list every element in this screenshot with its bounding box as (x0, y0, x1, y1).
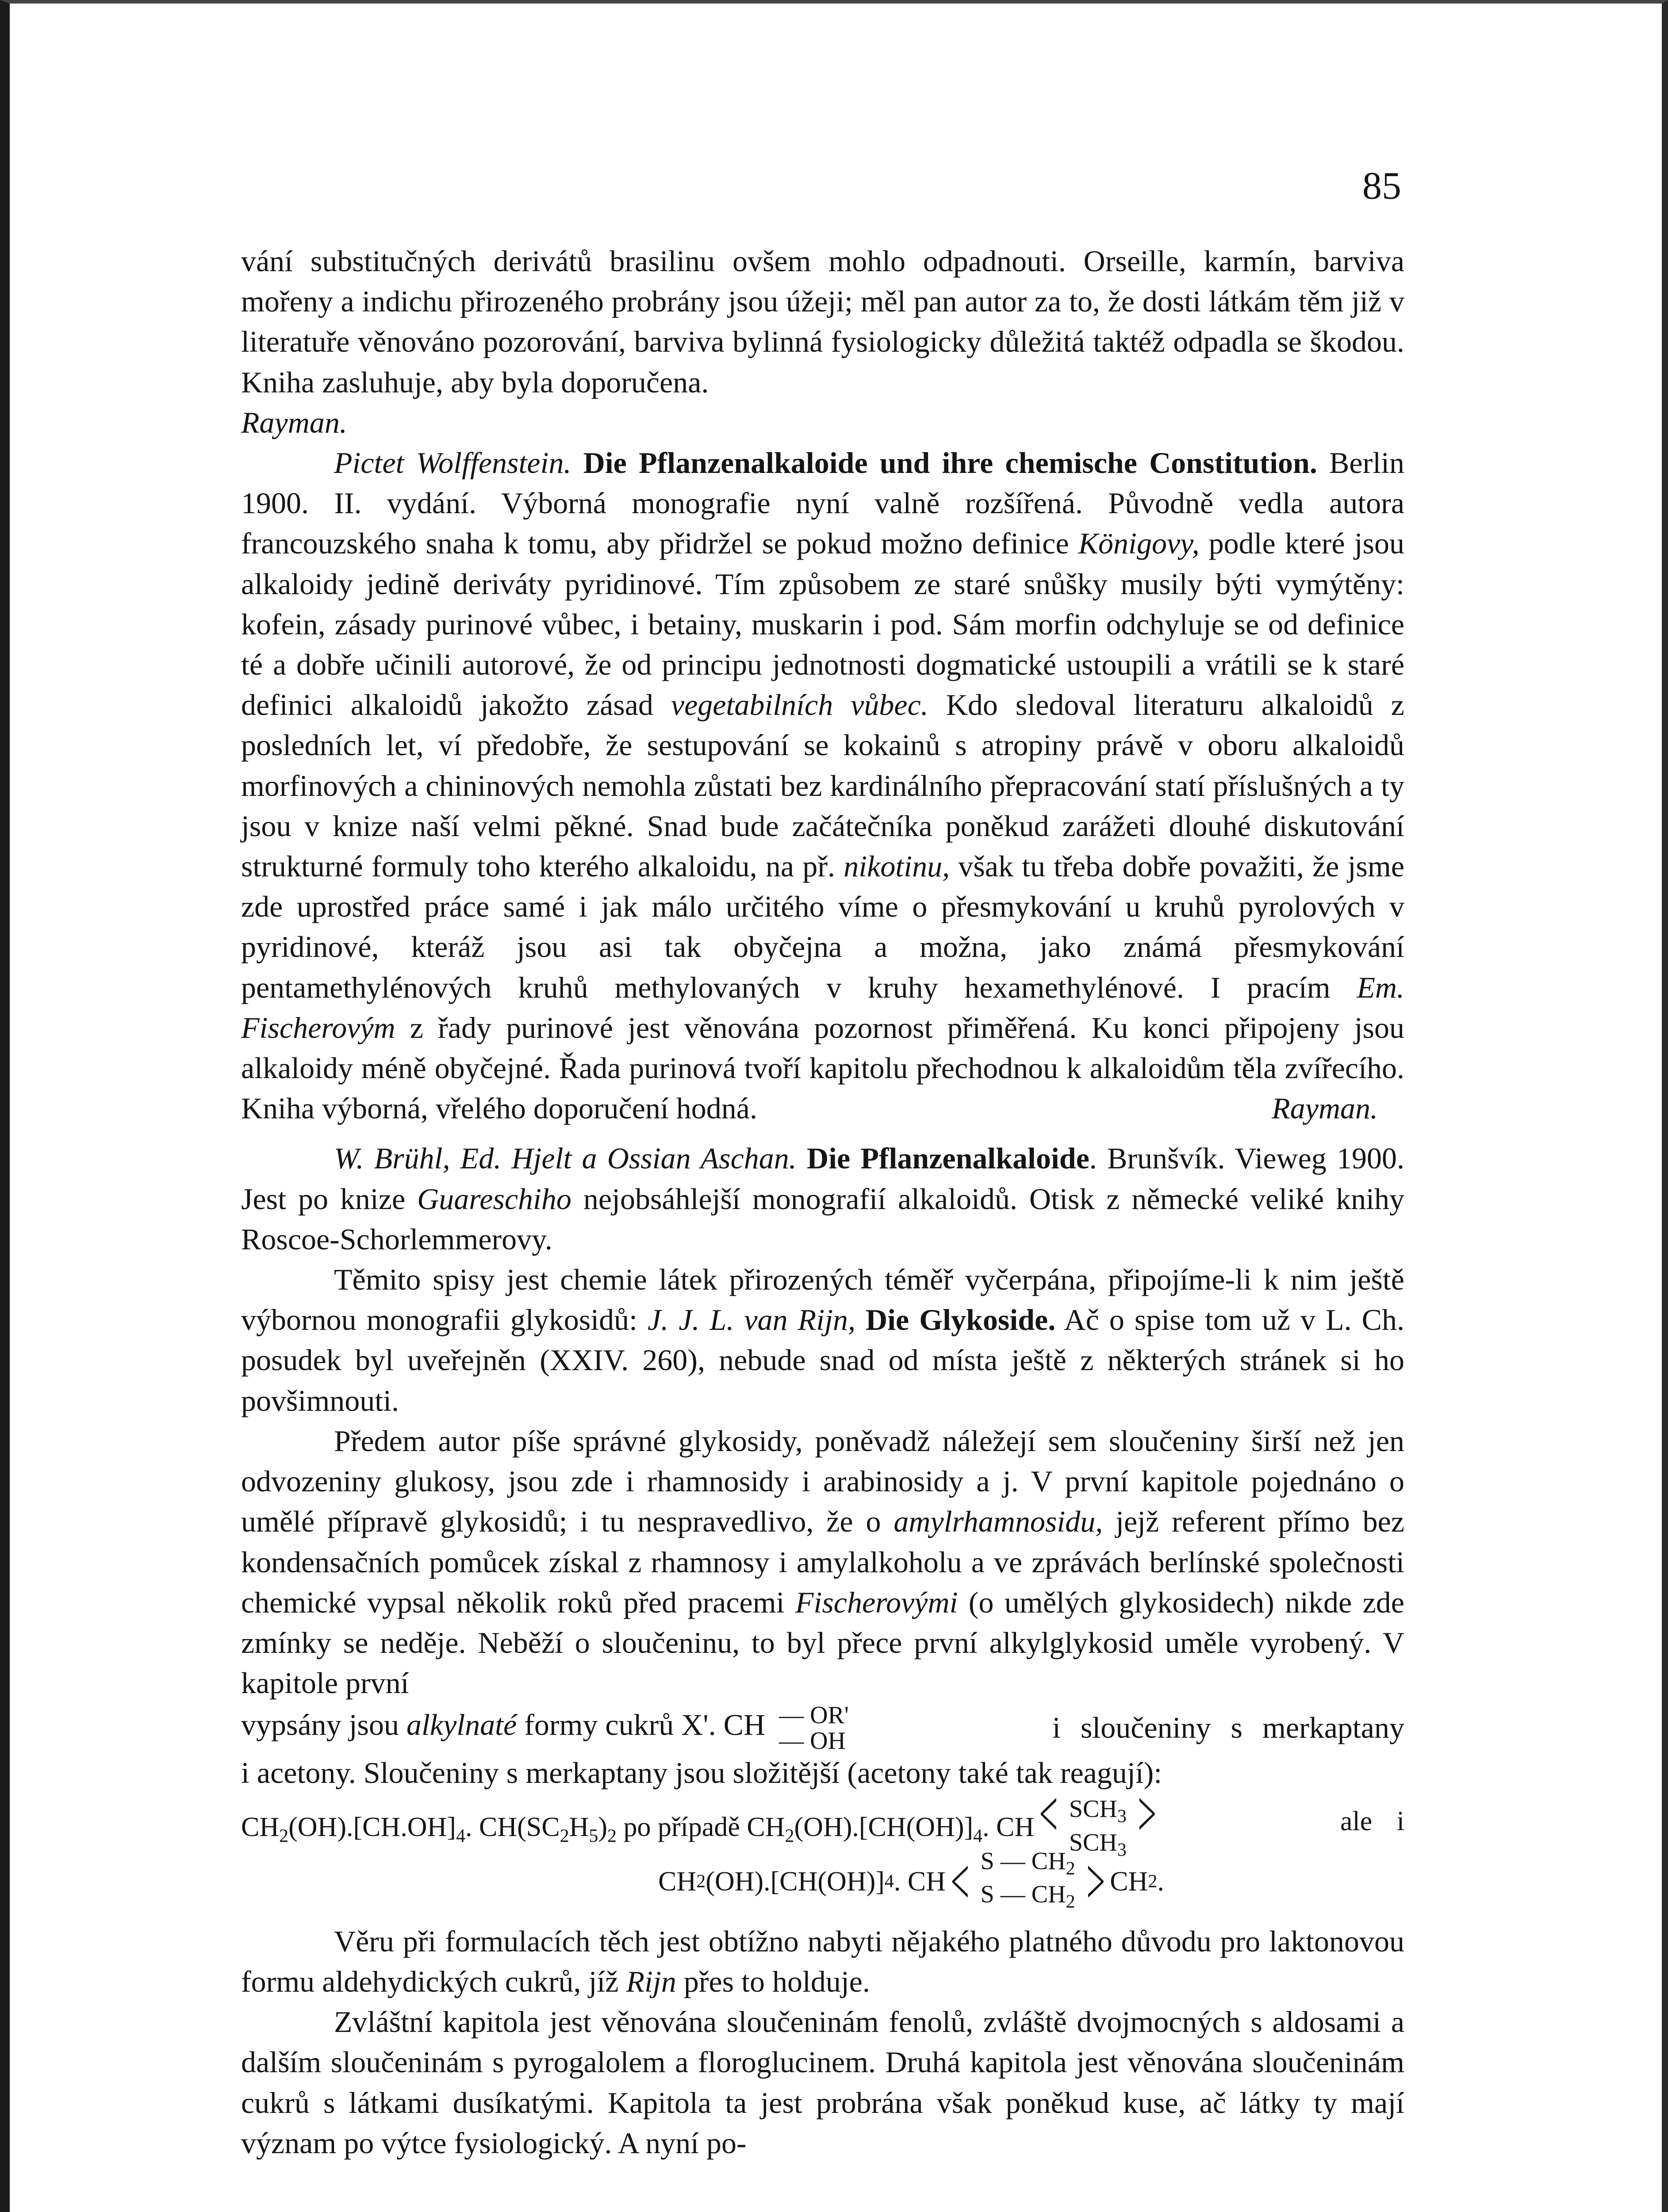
paragraph-bruhl-review: W. Brühl, Ed. Hjelt a Ossian Aschan. Die Pflanzenalkaloide. Brunšvík. Vieweg 1900. Jest po knize Guareschiho nejobsáhlejší monografií alkaloidů. Otisk z německé veliké knihy Roscoe-Schorlemmerovy. (241, 1141, 1404, 1256)
paragraph-merkaptany: i acetony. Sloučeniny s merkaptany jsou složitější (acetony také tak reagují): (241, 1755, 1162, 1790)
paragraph-brasilin-review: vání substitučných derivátů brasilinu ovšem mohlo odpadnouti. Orseille, karmín, barviva mořeny a indichu přirozeného probrány jsou úžeji; měl pan autor za to, že dosti látkám těm již v literatuře věnováno pozorování, barviva bylinná fysiologicky důležitá taktéž odpadla se škodou. Kniha zasluhuje, aby byla doporučena. (241, 244, 1404, 399)
paragraph-phenols: Zvláštní kapitola jest věnována sloučeninám fenolů, zvláště dvojmocných s aldosami a dalším sloučeninám s pyrogalolem a floroglucinem. Druhá kapitola jest věnována sloučeninám cukrů s látkami dusíkatými. Kapitola ta jest probrána však poněkud kuse, ač látky ty mají význam po výtce fysiologický. A nyní po- (241, 2005, 1404, 2160)
book-title: Die Pflanzenalkaloide und ihre chemische Constitution. (583, 446, 1317, 480)
bracket-left: < (951, 1844, 970, 1918)
formula-stack: S — $CH_2$ S — $CH_2$ (980, 1847, 1075, 1912)
formula-line-mercaptal: $CH_2(OH).[CH.OH]_4$. $CH(SC_2H_5)_2$ po případě $CH_2(OH).[CH(OH)]_4$. CH< $SCH_3$ $SCH_3$ > ale i (241, 1793, 1404, 1851)
bracket-right: > (1137, 1777, 1157, 1851)
bracket-left: < (1039, 1777, 1058, 1851)
formula-stack: $SCH_3$ $SCH_3$ (1069, 1795, 1127, 1860)
formula-stack: — OR' — OH (779, 1701, 849, 1755)
text-column (241, 241, 1404, 2163)
authors: W. Brühl, Ed. Hjelt a Ossian Aschan. (334, 1141, 797, 1175)
paragraph-glycosides-detail: Předem autor píše správné glykosidy, poněvadž náležejí sem sloučeniny širší než jen odvozeniny glukosy, jsou zde i rhamnosidy i arabinosidy a j. V první kapitole pojednáno o umělé přípravě glykosidů; i tu nespravedlivo, že o amylrhamnosidu, jejž referent přímo bez kondensačních pomůcek získal z rhamnosy i amylalkoholu a ve zprávách berlínské společnosti chemické vypsal několik roků před pracemi Fischerovými (o umělých glykosidech) nikde zde zmínky se neděje. Neběží o sloučeninu, to byl přece první alkylglykosid uměle vyrobený. V kapitole první (241, 1424, 1405, 1700)
authors: Pictet Wolffenstein. (334, 446, 571, 480)
formula-line-dithiane: CH 2 (OH).[CH(OH)] 4 . CH < S — $CH_2$ S — $CH_2$ > CH 2 . (658, 1844, 1164, 1918)
bracket-right: > (1086, 1844, 1105, 1918)
formula-line-alkyl: vypsány jsou alkylnaté formy cukrů X'. CH — OR' — OH i sloučeniny s merkaptany (241, 1701, 1404, 1755)
reviewer-signature: Rayman. (241, 405, 347, 439)
reviewer-signature: Rayman. (1272, 1091, 1378, 1125)
book-title: Die Pflanzenalkaloide (806, 1141, 1089, 1175)
paragraph-pictet-review: Pictet Wolffenstein. Die Pflanzenalkaloide und ihre chemische Constitution. Berlin 1900. II. vydání. Výborná monografie nyní valně rozšířená. Původně vedla autora francouzského snaha k tomu, aby přidržel se pokud možno definice Königovy, podle které jsou alkaloidy jedině deriváty pyridinové. Tím způsobem ze staré snůšky musily býti vymýtěny: kofein, zásady purinové vůbec, i betainy, muskarin i pod. Sám morfin odchyluje se od definice té a dobře učinili autorové, že od principu jednotnosti dogmatické ustoupili a vrátili se k staré definici alkaloidů jakožto zásad vegetabilních vůbec. Kdo sledoval literaturu alkaloidů z posledních let, ví předobře, že sestupování se kokainů s atropiny právě v oboru alkaloidů morfinových a chininových nemohla zůstati bez kardinálního přepracování statí příslušných a ty jsou v knize naší velmi pěkné. Snad bude začátečníka poněkud zarážeti dlouhé diskutování strukturné formuly toho kterého alkaloidu, na př. nikotinu, však tu třeba dobře považiti, že jsme zde uprostřed práce samé i jak málo určitého víme o přesmykování u kruhů pyrolových v pyridinové, kteráž jsou asi tak obyčejna a možna, jako známá přesmykování pentamethylénových kruhů methylovaných v kruhy hexamethylénové. I pracím Em. Fischerovým z řady purinové jest věnována pozornost přiměřená. Ku konci připojeny jsou alkaloidy méně obyčejné. Řada purinová tvoří kapitolu přechodnou k alkaloidům těla zvířecího. Kniha výborná, vřelého doporučení hodná. Rayman. (241, 443, 1404, 1129)
page-number: 85 (1362, 165, 1401, 207)
paragraph-lactone: Věru při formulacích těch jest obtížno nabyti nějakého platného důvodu pro laktonovou formu aldehydických cukrů, jíž Rijn přes to holduje. (241, 1924, 1404, 1998)
paragraph-glykoside: Těmito spisy jest chemie látek přirozených téměř vyčerpána, připojíme-li k nim ještě výbornou monografii glykosidů: J. J. L. van Rijn, Die Glykoside. Ač o spise tom už v L. Ch. posudek byl uveřejněn (XXIV. 260), nebude snad od místa ještě z některých stránek si ho povšimnouti. (241, 1263, 1405, 1417)
book-title: Die Glykoside. (866, 1303, 1056, 1337)
